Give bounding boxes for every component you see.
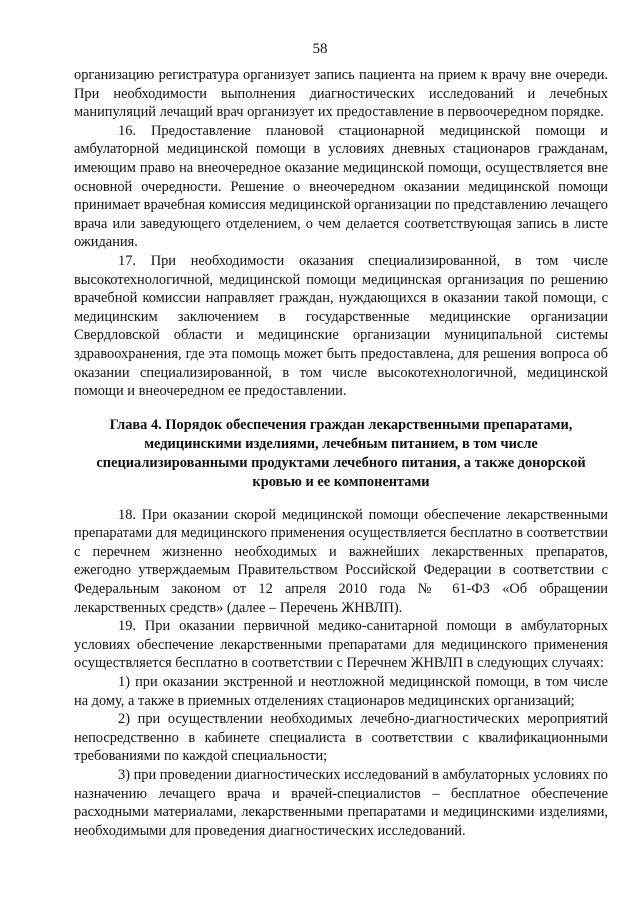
- chapter-heading: Глава 4. Порядок обеспечения граждан лекарственными препаратами, медицинскими изделиями, лечебным питанием, в том числе специализированными продуктами лечебного питания, а также донорской кровью и ее компонентами: [96, 416, 586, 490]
- page-number: 58: [312, 41, 328, 57]
- paragraph: организацию регистратура организует запись пациента на прием к врачу вне очереди. При необходимости выполнения диагностических исследований и лечебных манипуляций лечащий врач организует их предоставление в первоочередном порядке.: [74, 67, 608, 121]
- document-body: [74, 66, 608, 840]
- paragraph-item-17: 17. При необходимости оказания специализированной, в том числе высокотехнологичной, медицинской помощи медицинская организация по решению врачебной комиссии направляет граждан, нуждающихся в оказании такой помощи, с медицинским заключением в государственные медицинские организации Свердловской области и медицинские организации муниципальной системы здравоохранения, где эта помощь может быть предоставлена, для решения вопроса об оказании специализированной, в том числе высокотехнологичной, медицинской помощи и внеочередном ее предоставлении.: [74, 252, 608, 400]
- paragraph-item-16: 16. Предоставление плановой стационарной медицинской помощи и амбулаторной медицинской помощи в условиях дневных стационаров гражданам, имеющим право на внеочередное оказание медицинской помощи, осуществляется вне основной очередности. Решение о внеочередном оказании медицинской помощи принимает врачебная комиссия медицинской организации по представлению лечащего врача или заведующего отделением, о чем делается соответствующая запись в листе ожидания.: [74, 122, 608, 251]
- paragraph-item-18: 18. При оказании скорой медицинской помощи обеспечение лекарственными препаратами для медицинского применения осуществляется бесплатно в соответствии с перечнем жизненно необходимых и важнейших лекарственных препаратов, ежегодно утверждаемым Правительством Российской Федерации в соответствии с Федеральным законом от 12 апреля 2010 года № 61-ФЗ «Об обращении лекарственных средств» (далее – Перечень ЖНВЛП).: [74, 506, 608, 616]
- list-item-3: 3) при проведении диагностических исследований в амбулаторных условиях по назначению лечащего врача и врачей-специалистов – бесплатное обеспечение расходными материалами, лекарственными препаратами и медицинскими изделиями, необходимыми для проведения диагностических исследований.: [74, 767, 608, 839]
- list-item-2: 2) при осуществлении необходимых лечебно-диагностических мероприятий непосредственно в кабинете специалиста в соответствии с квалификационными требованиями по каждой специальности;: [74, 711, 608, 765]
- paragraph-item-19: 19. При оказании первичной медико-санитарной помощи в амбулаторных условиях обеспечение лекарственными препаратами для медицинского применения осуществляется бесплатно в соответствии с Перечнем ЖНВЛП в следующих случаях:: [74, 618, 608, 672]
- list-item-1: 1) при оказании экстренной и неотложной медицинской помощи, в том числе на дому, а также в приемных отделениях стационаров медицинских организаций;: [74, 674, 608, 709]
